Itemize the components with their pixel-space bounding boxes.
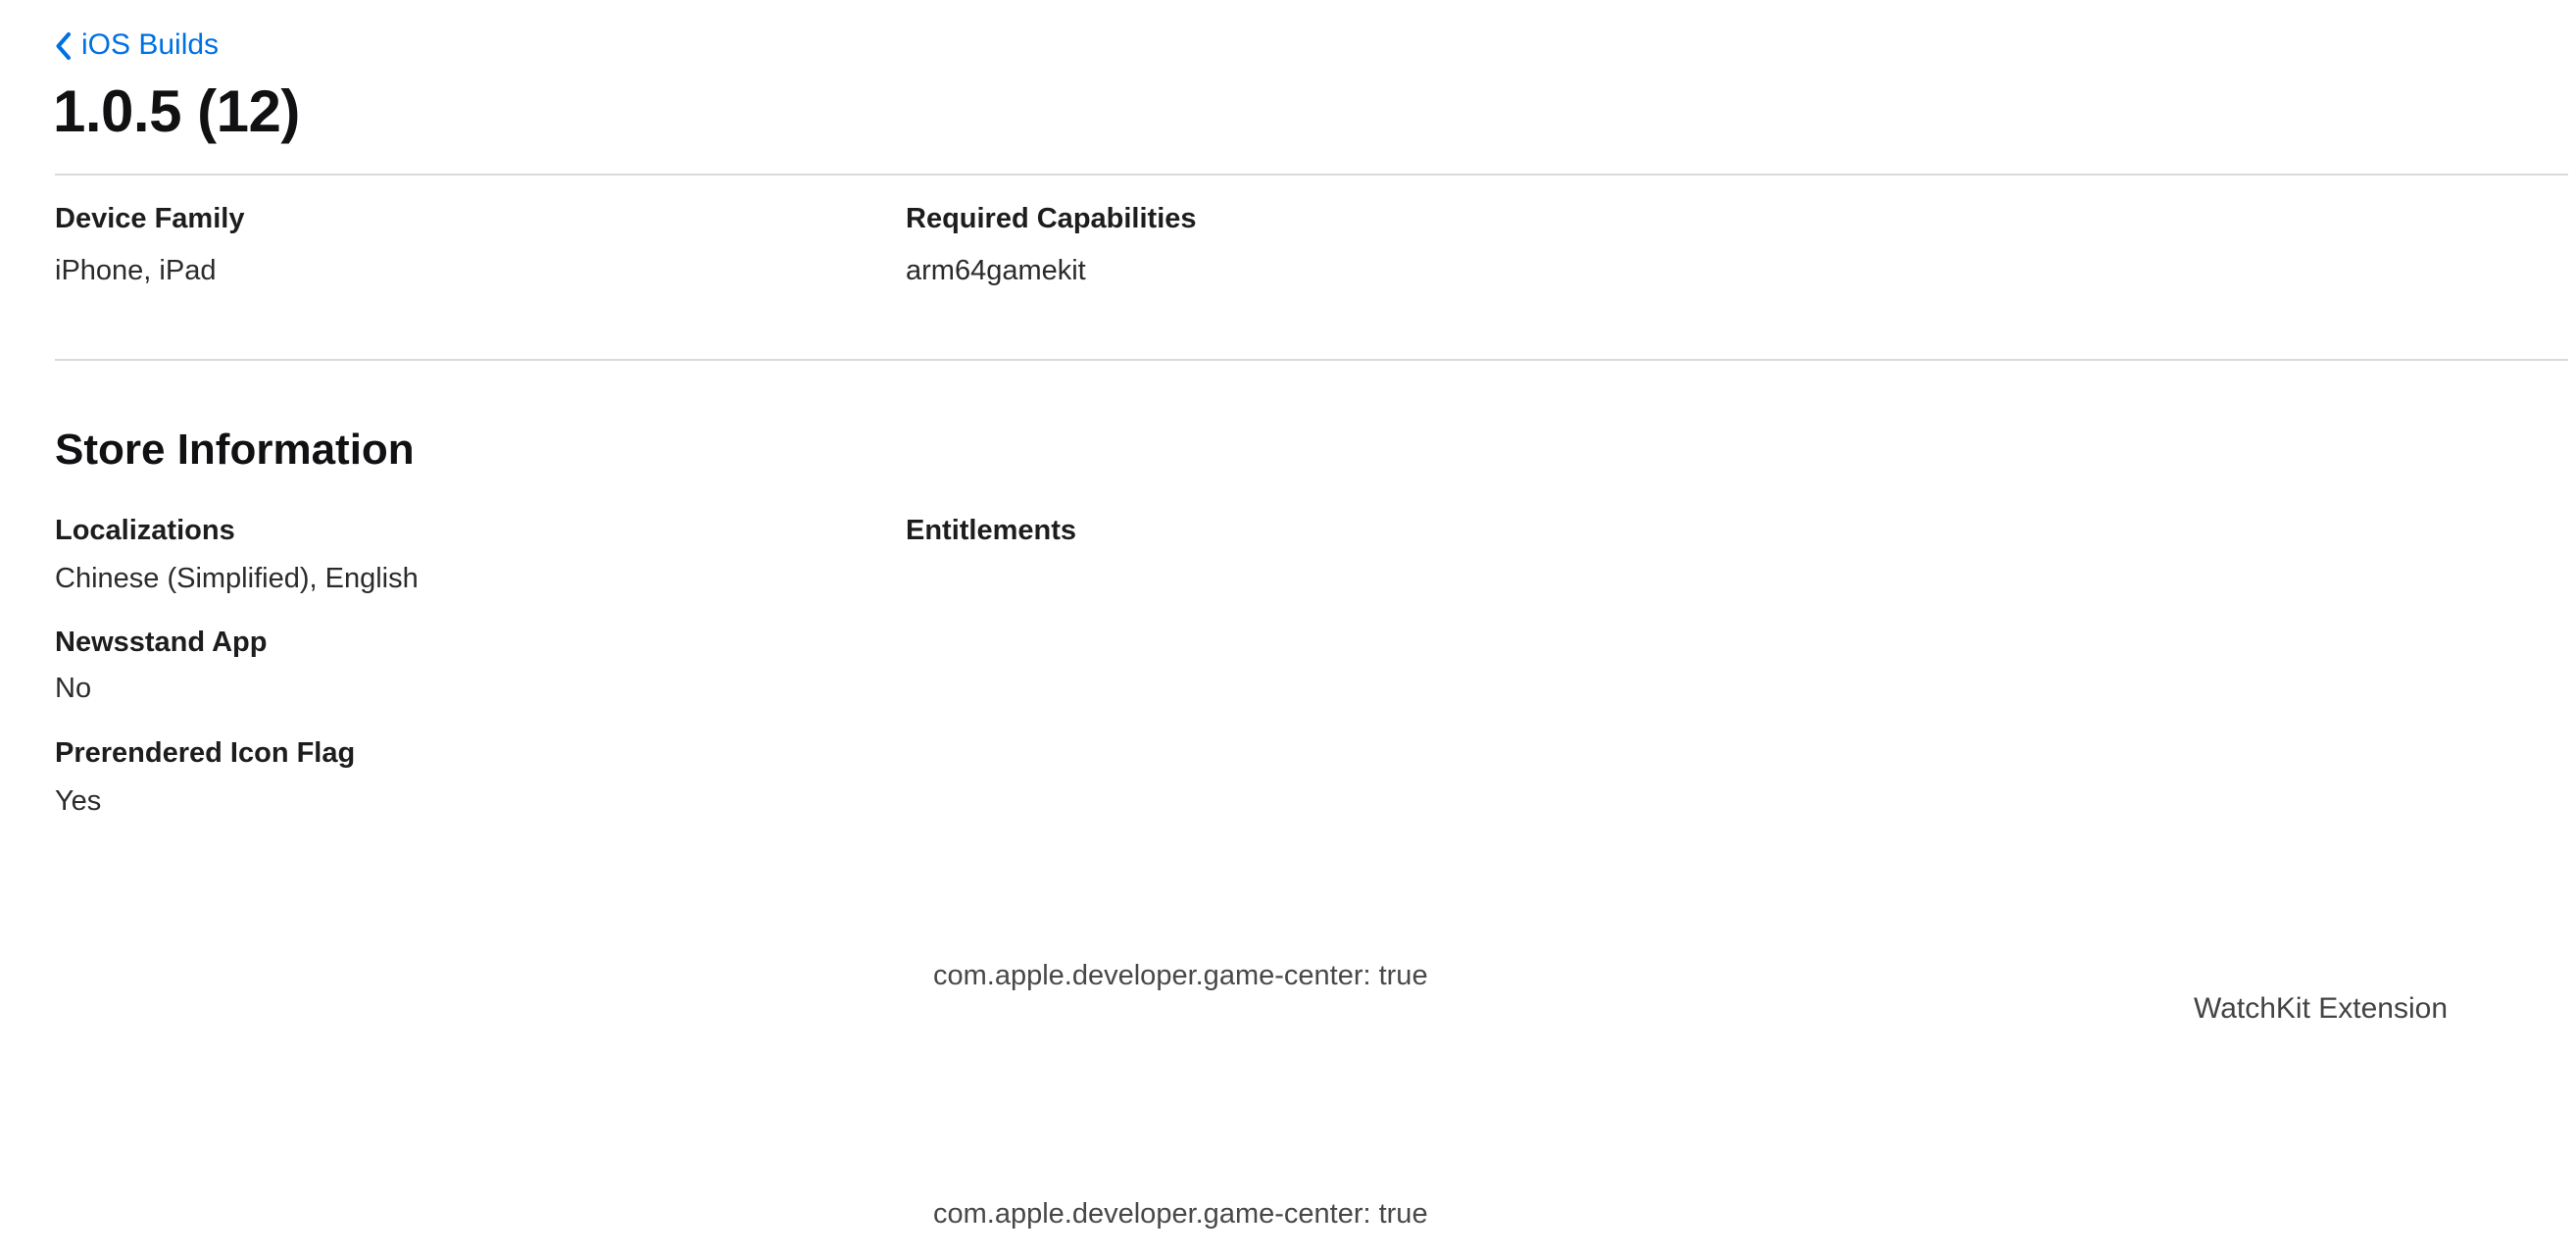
field-label-prerendered-icon-flag: Prerendered Icon Flag xyxy=(55,737,356,769)
field-value-device-family: iPhone, iPad xyxy=(55,255,217,286)
back-link-label: iOS Builds xyxy=(81,28,220,61)
field-label-required-capabilities: Required Capabilities xyxy=(906,203,1197,234)
entitlement-group-label-watchkit-extension: WatchKit Extension xyxy=(2194,992,2448,1025)
chevron-left-icon xyxy=(55,32,72,60)
field-value-localizations: Chinese (Simplified), English xyxy=(55,563,419,594)
page-title: 1.0.5 (12) xyxy=(53,78,300,144)
entitlement-value-game-center-watchkit: com.apple.developer.game-center: true xyxy=(933,1198,1428,1230)
field-value-prerendered-icon-flag: Yes xyxy=(55,785,102,817)
divider xyxy=(55,359,2568,361)
back-link-ios-builds[interactable] xyxy=(55,27,219,63)
field-value-newsstand-app: No xyxy=(55,673,92,704)
field-label-newsstand-app: Newsstand App xyxy=(55,627,268,658)
field-label-entitlements: Entitlements xyxy=(906,515,1077,546)
field-label-localizations: Localizations xyxy=(55,515,235,546)
section-heading-store-information: Store Information xyxy=(55,426,415,474)
field-label-device-family: Device Family xyxy=(55,203,245,234)
entitlement-value-game-center: com.apple.developer.game-center: true xyxy=(933,960,1428,991)
field-value-required-capabilities: arm64gamekit xyxy=(906,255,1086,286)
divider xyxy=(55,174,2568,176)
